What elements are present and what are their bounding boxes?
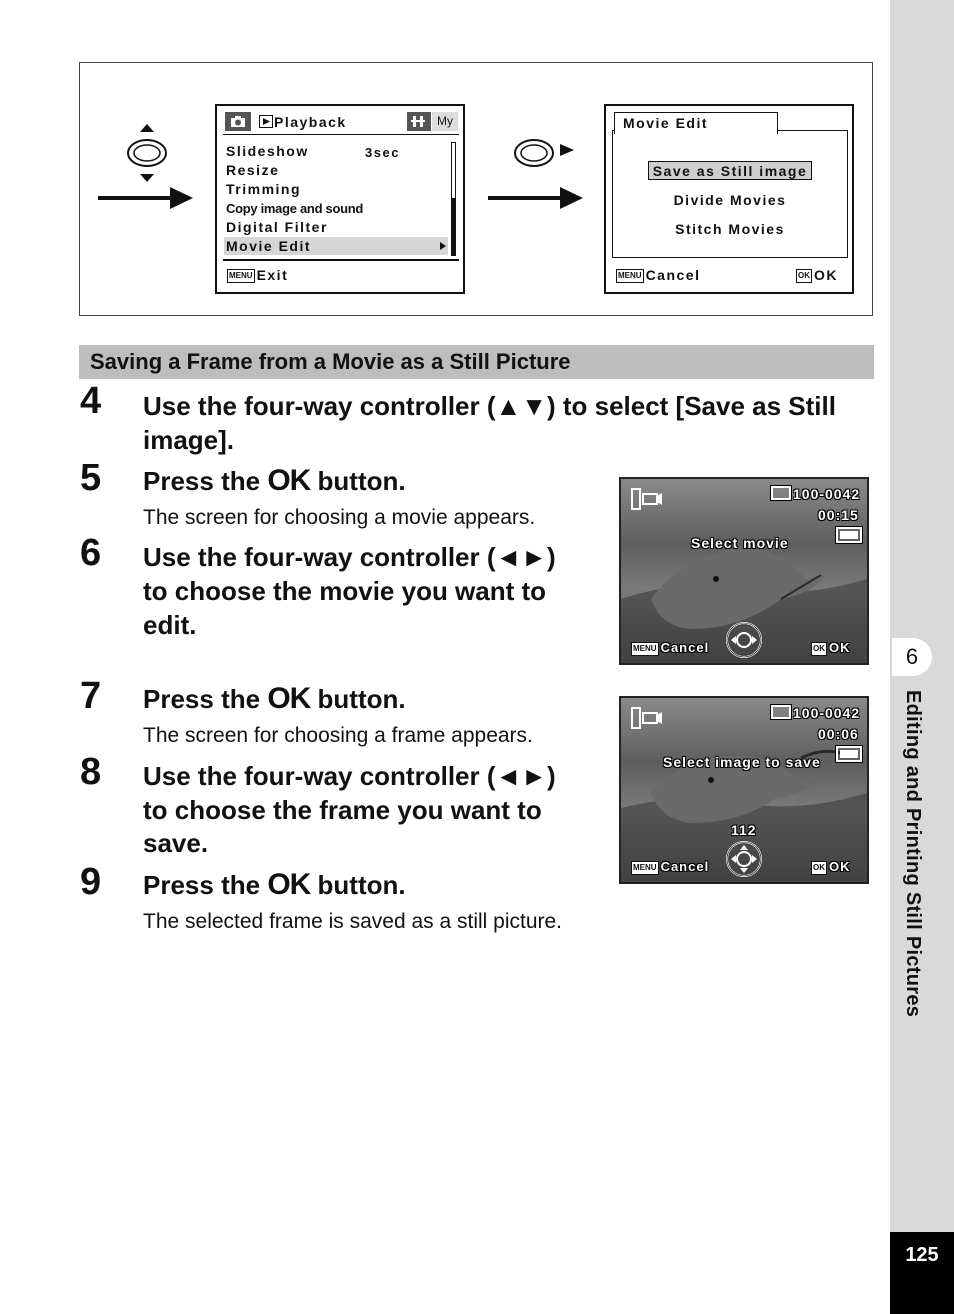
movie-edit-footer-ok: OK OK — [798, 267, 838, 283]
step-number: 8 — [80, 751, 102, 793]
step-number: 6 — [80, 532, 102, 574]
four-way-controller-icon — [725, 840, 763, 878]
step-number: 9 — [80, 861, 102, 903]
step-number: 7 — [80, 675, 102, 717]
step-8-line-1: Use the four-way controller (◄►) — [143, 761, 556, 791]
playback-tab: Playback — [259, 114, 347, 130]
step-8-line-3: save. — [143, 828, 209, 858]
chapter-number: 6 — [892, 638, 932, 676]
menu-key-icon: MENU — [616, 269, 644, 283]
select-image-caption: Select image to save — [663, 754, 821, 770]
ok-label: OK OK — [813, 640, 851, 655]
setup-tab-icon — [407, 112, 431, 131]
ok-label: OK OK — [813, 859, 851, 874]
step-4-line-2: image]. — [143, 425, 235, 455]
step-4-line-1: Use the four-way controller (▲▼) to select [Save as Still — [143, 391, 836, 421]
four-way-controller-icon — [725, 621, 763, 659]
menu-footer-exit: MENU Exit — [229, 267, 289, 283]
menu-scrollbar-thumb — [452, 198, 455, 255]
menu-item-trimming: Trimming — [226, 181, 302, 197]
battery-icon — [836, 527, 862, 543]
step-7-text: Press the OK button. — [143, 682, 406, 715]
playback-menu-screen — [215, 104, 465, 294]
movie-edit-footer-cancel: MENU Cancel — [618, 267, 701, 283]
card-icon — [771, 705, 791, 719]
ok-key-icon: OK — [811, 642, 827, 656]
select-frame-screen — [619, 696, 869, 884]
menu-item-digital-filter: Digital Filter — [226, 219, 328, 235]
file-number: 100-0042 — [771, 705, 860, 721]
movie-edit-title: Movie Edit — [623, 115, 709, 131]
step-6-line-1: Use the four-way controller (◄►) — [143, 542, 556, 572]
option-stitch-movies: Stitch Movies — [675, 221, 785, 237]
battery-icon — [836, 746, 862, 762]
ok-key-icon: OK — [796, 269, 812, 283]
my-tab: My — [432, 112, 458, 131]
page-number: 125 — [890, 1232, 954, 1314]
select-movie-screen — [619, 477, 869, 665]
menu-key-icon: MENU — [631, 861, 659, 875]
movie-icon — [631, 487, 663, 511]
step-9-text: Press the OK button. — [143, 868, 406, 901]
select-movie-caption: Select movie — [691, 535, 789, 551]
frame-number: 112 — [731, 822, 757, 838]
submenu-arrow-icon — [440, 242, 446, 250]
menu-item-copy-image-and-sound: Copy image and sound — [226, 201, 364, 216]
menu-key-icon: MENU — [227, 269, 255, 283]
arrow-right-icon — [96, 184, 196, 212]
card-icon — [771, 486, 791, 500]
step-9-description: The selected frame is saved as a still picture. — [143, 910, 563, 933]
ok-button-glyph: OK — [267, 868, 311, 901]
menu-item-movie-edit: Movie Edit — [226, 238, 312, 254]
menu-item-slideshow: Slideshow — [226, 143, 309, 159]
frame-time: 00:06 — [818, 726, 859, 742]
file-number: 100-0042 — [771, 486, 860, 502]
ok-button-glyph: OK — [267, 464, 311, 497]
menu-divider — [223, 259, 459, 261]
menu-item-resize: Resize — [226, 162, 280, 178]
arrow-right-icon — [486, 184, 586, 212]
ok-key-icon: OK — [811, 861, 827, 875]
step-8-line-2: to choose the frame you want to — [143, 795, 542, 825]
step-7-description: The screen for choosing a frame appears. — [143, 724, 533, 747]
section-heading: Saving a Frame from a Movie as a Still Picture — [79, 345, 874, 379]
option-save-as-still-image: Save as Still image — [652, 163, 808, 179]
play-icon — [259, 115, 273, 128]
menu-key-icon: MENU — [631, 642, 659, 656]
step-number: 5 — [80, 457, 102, 499]
step-5-description: The screen for choosing a movie appears. — [143, 506, 536, 529]
option-divide-movies: Divide Movies — [673, 192, 787, 208]
slideshow-value: 3sec — [365, 145, 400, 160]
step-6-line-3: edit. — [143, 610, 197, 640]
movie-duration: 00:15 — [818, 507, 859, 523]
cancel-label: MENU Cancel — [633, 859, 710, 874]
camera-tab-icon — [225, 112, 251, 131]
step-5-text: Press the OK button. — [143, 464, 406, 497]
step-6-line-2: to choose the movie you want to — [143, 576, 547, 606]
cancel-label: MENU Cancel — [633, 640, 710, 655]
ok-button-glyph: OK — [267, 682, 311, 715]
movie-edit-screen — [604, 104, 854, 294]
movie-icon — [631, 706, 663, 730]
four-way-right-icon — [512, 134, 578, 174]
four-way-up-down-icon — [120, 120, 176, 186]
chapter-title: Editing and Printing Still Pictures — [902, 690, 924, 1018]
step-number: 4 — [80, 380, 102, 422]
